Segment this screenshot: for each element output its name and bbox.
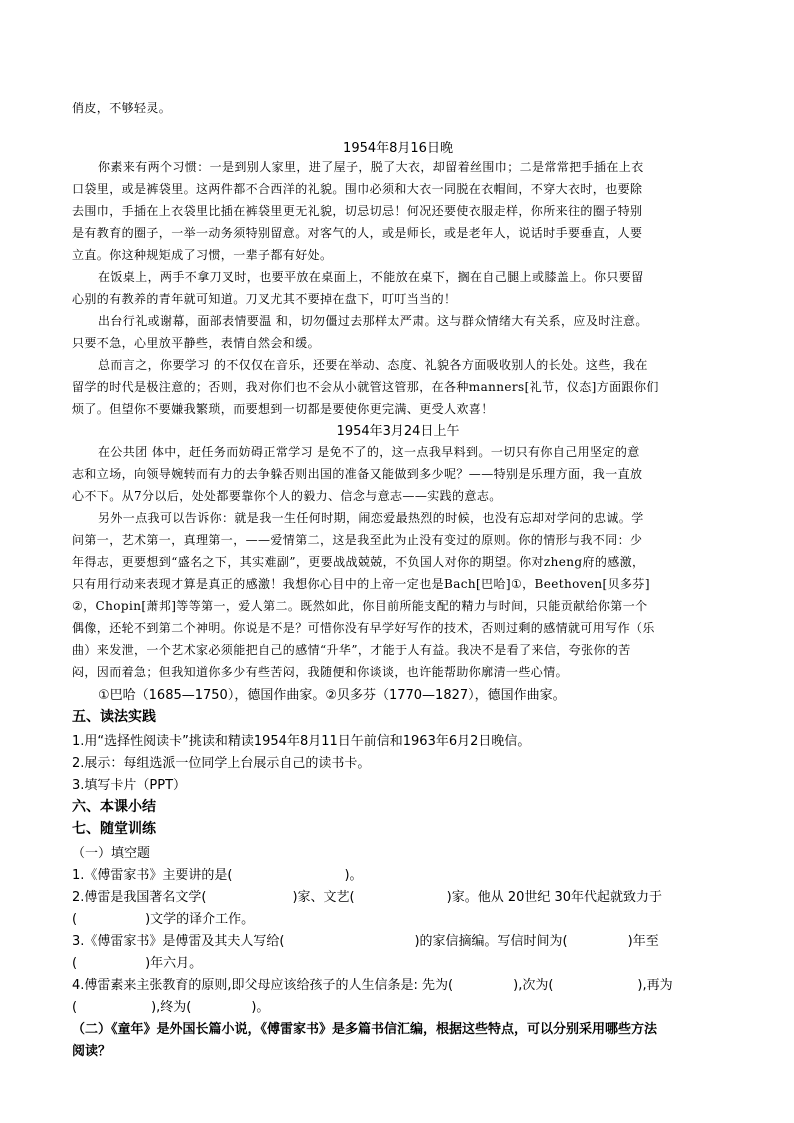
letter-paragraph-line: 曲）来发泄，一个艺术家必须能把自己的感情“升华”，才能于人有益。我决不是看了来信，夸张你的苦	[72, 643, 631, 657]
section-heading: 七、随堂训练	[72, 821, 156, 837]
letter-paragraph-line: ②，Chopin[萧邦]等等第一，爱人第二。既然如此，你目前所能支配的精力与时间，只能贡献给你第一个	[72, 599, 648, 613]
letter-paragraph-line: 总而言之，你要学习 的不仅仅在音乐，还要在举动、态度、礼貌各方面吸收别人的长处。这些，我在	[98, 358, 648, 372]
letter-paragraph-line: 你素来有两个习惯：一是到别人家里，进了屋子，脱了大衣，却留着丝围巾；二是常常把手插在上衣	[98, 160, 644, 174]
letter-paragraph-line: 在饭桌上，两手不拿刀叉时，也要平放在桌面上，不能放在桌下，搁在自己腿上或膝盖上。你只要留	[98, 270, 644, 284]
practice-item: 2.展示：每组选派一位同学上台展示自己的读书卡。	[72, 756, 371, 771]
letter-paragraph-line: 去围巾，手插在上衣袋里比插在裤袋里更无礼貌，切忌切忌！何况还要使衣服走样，你所来往的圈子特别	[72, 204, 643, 218]
letter-fragment: 俏皮，不够轻灵。	[72, 101, 172, 115]
question-3-continued: ( )年六月。	[72, 956, 203, 971]
letter-paragraph-line: 偶像，还轮不到第二个神明。你说是不是？可惜你没有早学好写作的技术，否则过剩的感情就可用写作（乐	[72, 621, 655, 635]
question-4-continued: ( ),终为( )。	[72, 1000, 270, 1015]
letter-paragraph-line: 口袋里，或是裤袋里。这两件都不合西洋的礼貌。围巾必须和大衣一同脱在衣帽间，不穿大衣时，也要除	[72, 182, 643, 196]
question-1: 1.《傅雷家书》主要讲的是( )。	[72, 868, 363, 883]
letter-paragraph-line: 出台行礼或谢幕，面部表情要温 和，切勿僵过去那样太严肃。这与群众情绪大有关系，应及时注意。	[98, 314, 648, 328]
letter-paragraph-line: 只要不急，心里放平静些，表情自然会和缓。	[72, 336, 321, 350]
letter-paragraph-line: 是有教育的圈子，一举一动务须特别留意。对客气的人，或是师长，或是老年人，说话时手要垂直，人要	[72, 226, 643, 240]
letter-paragraph-line: 志和立场，向领导婉转而有力的去争躲否则出国的准备又能做到多少呢？——特别是乐理方面，我一直放	[72, 467, 643, 481]
letter-paragraph-line: 心别的有教养的青年就可知道。刀叉尤其不要掉在盘下，叮叮当当的！	[72, 292, 457, 306]
question-2: 2.傅雷是我国著名文学( )家、文艺( )家。他从 20世纪 30年代起就致力于	[72, 890, 663, 905]
letter-paragraph-line: 闷，因而着急；但我知道你多少有些苦闷，我随便和你谈谈，也许能帮助你廓清一些心情。	[72, 665, 569, 679]
footnote: ①巴哈（1685—1750），德国作曲家。②贝多芬（1770—1827），德国作曲家。	[98, 688, 566, 703]
letter-paragraph-line: 心不下。从7分以后，处处都要靠你个人的毅力、信念与意志——实践的意志。	[72, 489, 502, 503]
section-heading: 六、本课小结	[72, 799, 156, 815]
section-heading: 五、读法实践	[72, 709, 156, 725]
letter-paragraph-line: 问第一，艺术第一，真理第一，——爱情第二，这是我至此为止没有变过的原则。你的情形与我不同：少	[72, 533, 643, 547]
letter-date: 1954年3月24日上午	[336, 424, 460, 439]
question-2-continued: ( )文学的译介工作。	[72, 912, 255, 927]
letter-paragraph-line: 留学的时代是极注意的；否则，我对你们也不会从小就管这管那，在各种manners[礼节，仪态]方面跟你们	[72, 380, 659, 394]
letter-paragraph-line: 立直。你这种规矩成了习惯，一辈子都有好处。	[72, 248, 333, 262]
letter-date: 1954年8月16日晚	[343, 141, 453, 156]
letter-paragraph-line: 烦了。但望你不要嫌我繁琐，而要想到一切都是要使你更完满、更受人欢喜！	[72, 402, 494, 416]
letter-paragraph-line: 只有用行动来表现才算是真正的感激！我想你心目中的上帝一定也是Bach[巴哈]①，Beethoven[贝多芬]	[72, 577, 650, 591]
letter-paragraph-line: 年得志，更要想到“盛名之下，其实难副”，更要战战兢兢，不负国人对你的期望。你对zheng府的感激，	[72, 555, 645, 569]
question-3: 3.《傅雷家书》是傅雷及其夫人写给( )的家信摘编。写信时间为( )年至	[72, 934, 659, 949]
question-4: 4.傅雷素来主张教育的原则,即父母应该给孩子的人生信条是: 先为( ),次为( ),再为	[72, 978, 673, 993]
letter-paragraph-line: 另外一点我可以告诉你：就是我一生任何时期，闹恋爱最热烈的时候，也没有忘却对学问的忠诚。学	[98, 511, 644, 525]
practice-item: 3.填写卡片（PPT）	[72, 778, 187, 793]
practice-item: 1.用“选择性阅读卡”挑读和精读1954年8月11日午前信和1963年6月2日晚信。	[72, 734, 531, 749]
subsection-heading: （一）填空题	[72, 846, 151, 861]
letter-paragraph-line: 在公共团 体中，赶任务而妨碍正常学习 是免不了的，这一点我早料到。一切只有你自己用坚定的意	[98, 445, 640, 459]
subsection-question: （二）《童年》是外国长篇小说，《傅雷家书》是多篇书信汇编，根据这些特点，可以分别采用哪些方法	[72, 1022, 658, 1037]
subsection-question: 阅读？	[72, 1044, 112, 1059]
